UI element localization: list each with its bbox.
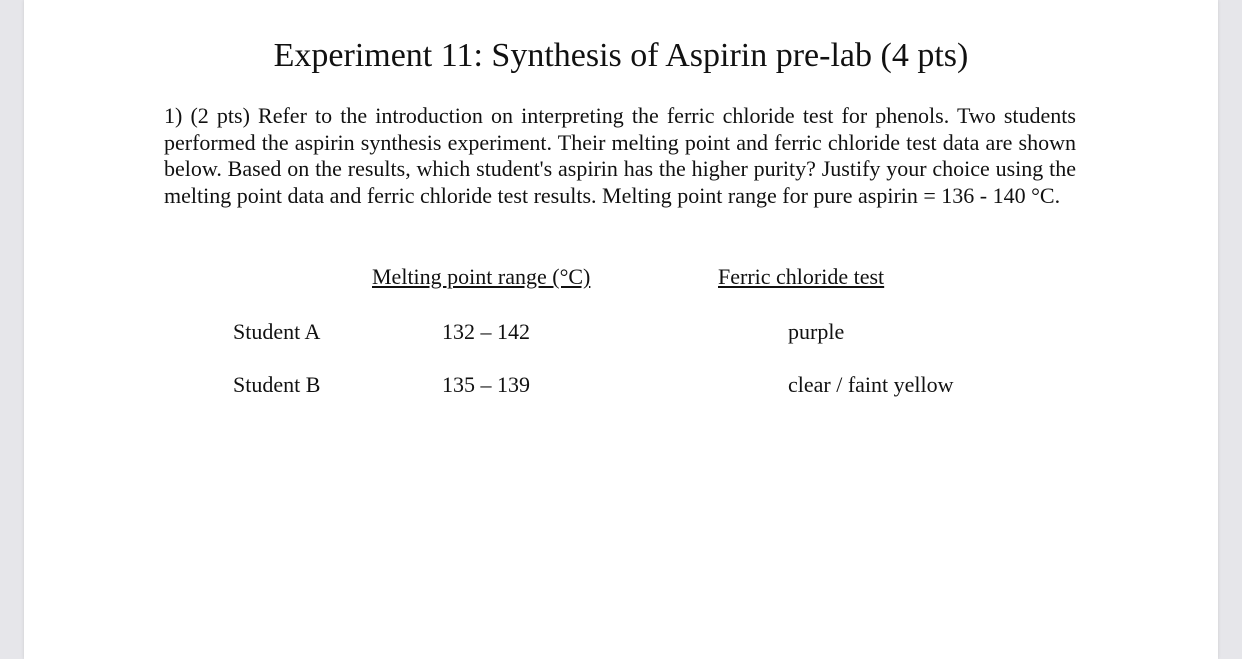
document-page: [24, 0, 1218, 659]
melting-point-value: 135 – 139: [442, 372, 530, 397]
question-text: 1) (2 pts) Refer to the introduction on interpreting the ferric chloride test for phenols. Two students performed the aspirin synthesis experiment. Their melting point and ferric chloride test data are shown below. Based on the results, which student's aspirin has the higher purity? Justify your choice using the melting point data and ferric chloride test results. Melting point range for pure aspirin = 136 - 140 °C.: [164, 103, 1076, 208]
student-name: Student B: [233, 372, 321, 397]
melting-point-value: 132 – 142: [442, 319, 530, 344]
header-melting-point: Melting point range (°C): [372, 264, 591, 289]
student-name: Student A: [233, 319, 321, 344]
page-title: Experiment 11: Synthesis of Aspirin pre-lab (4 pts): [273, 37, 969, 74]
header-ferric-chloride: Ferric chloride test: [718, 264, 885, 289]
ferric-chloride-result: purple: [788, 319, 845, 344]
ferric-chloride-result: clear / faint yellow: [788, 372, 954, 397]
